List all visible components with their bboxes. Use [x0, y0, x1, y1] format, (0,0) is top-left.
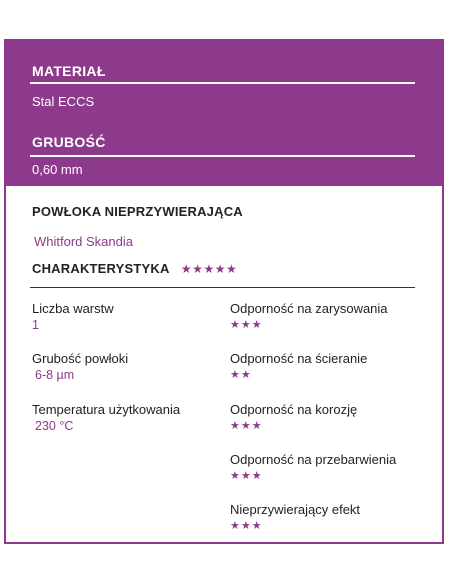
rating-item-scratch — [230, 301, 388, 333]
material-value: Stal ECCS — [32, 94, 95, 109]
rating-item-abrasion — [230, 351, 367, 383]
spec-value: 6-8 µm — [35, 368, 75, 382]
rating-item-discoloration — [230, 452, 396, 484]
spec-item-coating-thickness — [32, 351, 128, 383]
spec-name: Temperatura użytkowania — [32, 402, 181, 417]
rating-stars: ★★ — [230, 369, 252, 381]
thickness-label: GRUBOŚĆ — [32, 134, 106, 150]
rating-name: Odporność na zarysowania — [230, 301, 388, 316]
material-divider — [30, 82, 415, 84]
header-band — [6, 41, 442, 186]
rating-name: Nieprzywierający efekt — [230, 502, 361, 517]
spec-value: 230 °C — [35, 419, 74, 433]
spec-name: Grubość powłoki — [32, 351, 129, 366]
rating-stars: ★★★ — [230, 470, 263, 482]
rating-stars: ★★★ — [230, 520, 263, 532]
spec-name: Liczba warstw — [32, 301, 114, 316]
rating-item-corrosion — [230, 402, 357, 434]
coating-label: POWŁOKA NIEPRZYWIERAJĄCA — [32, 204, 243, 219]
characteristics-stars: ★★★★★ — [180, 262, 238, 276]
rating-stars: ★★★ — [230, 420, 263, 432]
rating-item-nonstick — [230, 502, 360, 534]
coating-value: Whitford Skandia — [34, 234, 133, 249]
characteristics-divider — [30, 287, 415, 288]
characteristics-label: CHARAKTERYSTYKA — [32, 261, 170, 276]
spec-value: 1 — [32, 318, 39, 332]
rating-name: Odporność na ścieranie — [230, 351, 368, 366]
thickness-value: 0,60 mm — [32, 162, 83, 177]
rating-name: Odporność na przebarwienia — [230, 452, 397, 467]
spec-item-layers — [32, 301, 114, 333]
product-spec-card — [4, 39, 444, 544]
thickness-divider — [30, 155, 415, 157]
rating-stars: ★★★ — [230, 319, 263, 331]
material-label: MATERIAŁ — [32, 63, 106, 79]
rating-name: Odporność na korozję — [230, 402, 358, 417]
characteristics-heading — [32, 261, 237, 276]
spec-item-temperature — [32, 402, 180, 434]
